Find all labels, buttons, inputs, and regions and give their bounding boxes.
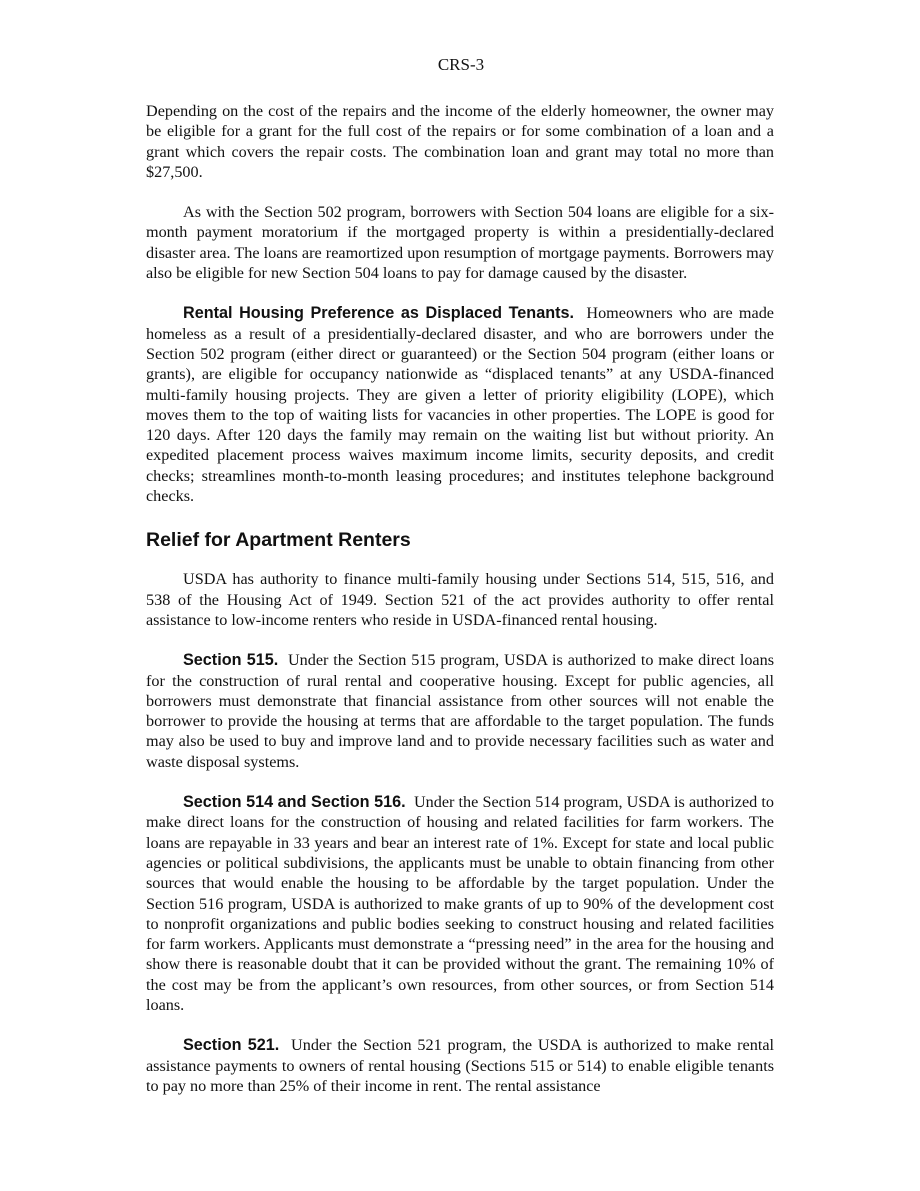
run-in-heading-displaced-tenants: Rental Housing Preference as Displaced Tenants. [183,304,574,323]
paragraph-section-515 [146,650,774,772]
run-in-heading-section-515: Section 515. [183,651,279,670]
paragraph-displaced-tenants [146,303,774,506]
run-in-heading-section-521: Section 521. [183,1036,280,1055]
paragraph-repair-grants: Depending on the cost of the repairs and the income of the elderly homeowner, the owner may be eligible for a grant for the full cost of the repairs or for some combination of a loan and a grant which covers the repair costs. The combination loan and grant may total no more than $27,500. [146,102,774,181]
page-number: CRS-3 [437,55,485,74]
paragraph-body-section-521: Under the Section 521 program, the USDA is authorized to make rental assistance payments to owners of rental housing (Sections 515 or 514) to enable eligible tenants to pay no more than 25% of their income in rent. The rental assistance [146,1036,775,1095]
paragraph-section-514-516 [146,792,774,1015]
paragraph-usda-authority: USDA has authority to finance multi-family housing under Sections 514, 515, 516, and 538 of the Housing Act of 1949. Section 521 of the act provides authority to offer rental assistance to low-income renters who reside in USDA-financed rental housing. [146,570,774,629]
document-page [146,55,774,1096]
paragraph-payment-moratorium: As with the Section 502 program, borrowers with Section 504 loans are eligible for a six-month payment moratorium if the mortgaged property is within a presidentially-declared disaster area. The loans are reamortized upon resumption of mortgage payments. Borrowers may also be eligible for new Section 504 loans to pay for damage caused by the disaster. [146,203,774,283]
paragraph-body-section-515: Under the Section 515 program, USDA is authorized to make direct loans for the construction of rural rental and cooperative housing. Except for public agencies, all borrowers must demonstrate that financial assistance from other sources will not enable the borrower to provide the housing at terms that are affordable to the target population. The funds may also be used to buy and improve land and to provide necessary facilities such as water and waste disposal systems. [146,651,775,771]
paragraph-body-section-514-516: Under the Section 514 program, USDA is authorized to make direct loans for the construction of housing and related facilities for farm workers. The loans are repayable in 33 years and bear an interest rate of 1%. Except for state and local public agencies or political subdivisions, the applicants must be unable to obtain financing from other sources that would enable the housing to be affordable by the target population. Under the Section 516 program, USDA is authorized to make grants of up to 90% of the development cost to nonprofit organizations and public bodies seeking to construct housing and related facilities for farm workers. Applicants must demonstrate a “pressing need” in the area for the housing and show there is reasonable doubt that it can be provided without the grant. The remaining 10% of the cost may be from the applicant’s own resources, from other sources, or from Section 514 loans. [146,793,774,1014]
paragraph-section-521 [146,1035,774,1096]
paragraph-body-displaced-tenants: Homeowners who are made homeless as a result of a presidentially-declared disaster, and who are borrowers under the Section 502 program (either direct or guaranteed) or the Section 504 program (either loans or grants), are eligible for occupancy nationwide as “displaced tenants” at any USDA-financed multi-family housing projects. They are given a letter of priority eligibility (LOPE), which moves them to the top of waiting lists for vacancies in other properties. The LOPE is good for 120 days. After 120 days the family may remain on the waiting list but without priority. An expedited placement process waives maximum income limits, security deposits, and credit checks; streamlines month-to-month leasing procedures; and institutes telephone background checks. [146,304,774,506]
run-in-heading-section-514-516: Section 514 and Section 516. [183,793,406,812]
section-heading-apartment-renters: Relief for Apartment Renters [146,529,411,552]
